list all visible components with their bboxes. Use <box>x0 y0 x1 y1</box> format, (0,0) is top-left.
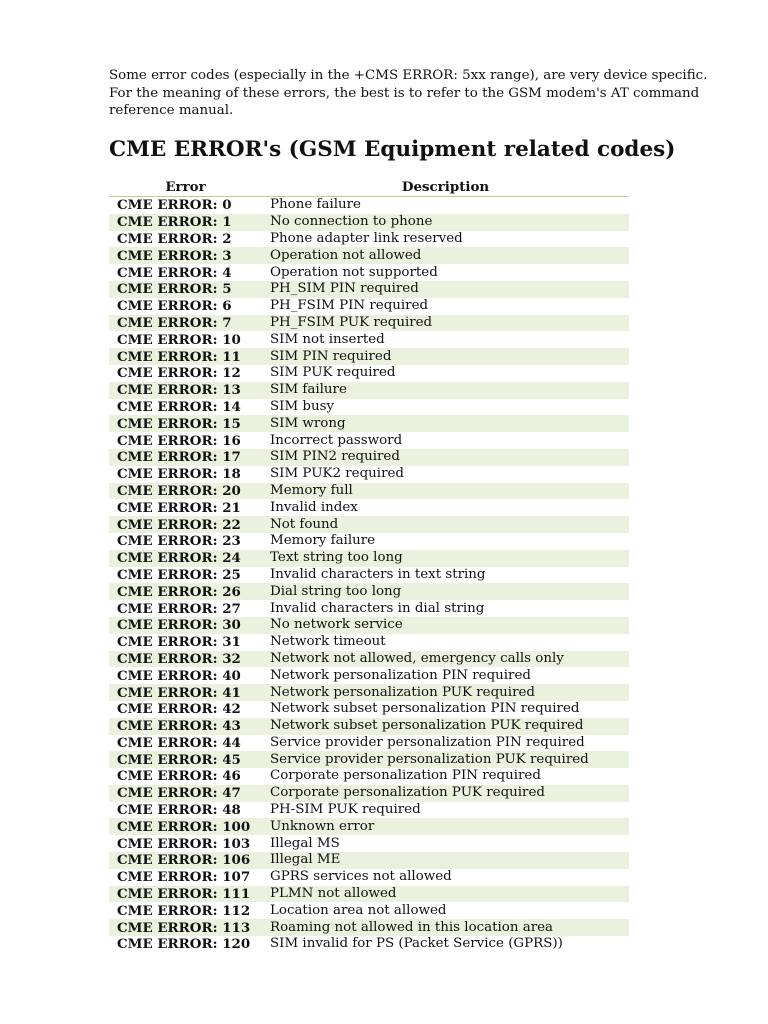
error-code-cell: CME ERROR: 107 <box>109 869 262 886</box>
table-row <box>109 902 629 919</box>
table-row <box>109 718 629 735</box>
table-row <box>109 331 629 348</box>
error-code-cell: CME ERROR: 16 <box>109 432 262 449</box>
error-description-cell: SIM busy <box>262 399 629 416</box>
table-row <box>109 466 629 483</box>
error-code-cell: CME ERROR: 30 <box>109 617 262 634</box>
error-code-cell: CME ERROR: 11 <box>109 348 262 365</box>
error-description-cell: PH_FSIM PUK required <box>262 315 629 332</box>
table-header-row <box>109 178 629 197</box>
error-code-cell: CME ERROR: 100 <box>109 818 262 835</box>
section-heading: CME ERROR's (GSM Equipment related codes) <box>109 137 676 162</box>
error-description-cell: Memory failure <box>262 533 629 550</box>
error-description-cell: Illegal MS <box>262 835 629 852</box>
table-row <box>109 483 629 500</box>
error-code-cell: CME ERROR: 15 <box>109 415 262 432</box>
error-description-cell: Dial string too long <box>262 583 629 600</box>
error-code-cell: CME ERROR: 23 <box>109 533 262 550</box>
error-code-cell: CME ERROR: 12 <box>109 365 262 382</box>
error-code-cell: CME ERROR: 18 <box>109 466 262 483</box>
error-code-cell: CME ERROR: 1 <box>109 214 262 231</box>
table-row <box>109 852 629 869</box>
error-description-cell: No connection to phone <box>262 214 629 231</box>
table-row <box>109 382 629 399</box>
table-row <box>109 701 629 718</box>
table-row <box>109 516 629 533</box>
table-row <box>109 231 629 248</box>
table-row <box>109 684 629 701</box>
error-code-cell: CME ERROR: 20 <box>109 483 262 500</box>
table-row <box>109 886 629 903</box>
table-row <box>109 583 629 600</box>
error-code-cell: CME ERROR: 25 <box>109 567 262 584</box>
error-description-cell: Network personalization PIN required <box>262 667 629 684</box>
table-row <box>109 298 629 315</box>
table-row <box>109 499 629 516</box>
table-row <box>109 818 629 835</box>
error-description-cell: Invalid index <box>262 499 629 516</box>
error-code-cell: CME ERROR: 5 <box>109 281 262 298</box>
error-code-cell: CME ERROR: 31 <box>109 634 262 651</box>
error-code-cell: CME ERROR: 45 <box>109 751 262 768</box>
table-row <box>109 247 629 264</box>
error-code-cell: CME ERROR: 40 <box>109 667 262 684</box>
table-row <box>109 634 629 651</box>
error-code-cell: CME ERROR: 7 <box>109 315 262 332</box>
error-description-cell: Service provider personalization PUK required <box>262 751 629 768</box>
table-row <box>109 533 629 550</box>
table-row <box>109 264 629 281</box>
error-description-cell: Phone failure <box>262 197 629 214</box>
error-description-cell: Operation not allowed <box>262 247 629 264</box>
table-row <box>109 365 629 382</box>
error-code-cell: CME ERROR: 41 <box>109 684 262 701</box>
table-row <box>109 751 629 768</box>
error-code-cell: CME ERROR: 46 <box>109 768 262 785</box>
error-code-cell: CME ERROR: 106 <box>109 852 262 869</box>
error-description-cell: SIM PUK required <box>262 365 629 382</box>
error-code-cell: CME ERROR: 27 <box>109 600 262 617</box>
table-row <box>109 919 629 936</box>
error-code-cell: CME ERROR: 120 <box>109 936 262 953</box>
error-description-cell: No network service <box>262 617 629 634</box>
table-row <box>109 667 629 684</box>
error-description-cell: Illegal ME <box>262 852 629 869</box>
error-code-cell: CME ERROR: 4 <box>109 264 262 281</box>
table-row <box>109 768 629 785</box>
error-description-cell: GPRS services not allowed <box>262 869 629 886</box>
error-description-cell: PH-SIM PUK required <box>262 802 629 819</box>
table-row <box>109 214 629 231</box>
error-code-cell: CME ERROR: 24 <box>109 550 262 567</box>
table-row <box>109 432 629 449</box>
table-row <box>109 281 629 298</box>
table-row <box>109 315 629 332</box>
table-body <box>109 197 629 953</box>
error-description-cell: Network timeout <box>262 634 629 651</box>
table-row <box>109 415 629 432</box>
error-description-cell: Roaming not allowed in this location area <box>262 919 629 936</box>
table-row <box>109 449 629 466</box>
error-description-cell: Location area not allowed <box>262 902 629 919</box>
error-description-cell: Invalid characters in text string <box>262 567 629 584</box>
error-description-cell: Network personalization PUK required <box>262 684 629 701</box>
column-header-description: Description <box>262 178 629 197</box>
error-code-cell: CME ERROR: 47 <box>109 785 262 802</box>
error-code-cell: CME ERROR: 17 <box>109 449 262 466</box>
error-description-cell: Memory full <box>262 483 629 500</box>
error-code-cell: CME ERROR: 113 <box>109 919 262 936</box>
error-description-cell: Corporate personalization PIN required <box>262 768 629 785</box>
error-description-cell: Network subset personalization PIN required <box>262 701 629 718</box>
error-code-cell: CME ERROR: 103 <box>109 835 262 852</box>
error-description-cell: Not found <box>262 516 629 533</box>
error-description-cell: SIM invalid for PS (Packet Service (GPRS)) <box>262 936 629 953</box>
table-row <box>109 835 629 852</box>
table-row <box>109 802 629 819</box>
error-description-cell: Incorrect password <box>262 432 629 449</box>
error-description-cell: Invalid characters in dial string <box>262 600 629 617</box>
error-code-cell: CME ERROR: 0 <box>109 197 262 214</box>
error-code-table <box>109 178 629 953</box>
table-row <box>109 399 629 416</box>
error-code-cell: CME ERROR: 2 <box>109 231 262 248</box>
error-code-cell: CME ERROR: 112 <box>109 902 262 919</box>
error-code-cell: CME ERROR: 32 <box>109 651 262 668</box>
table-row <box>109 600 629 617</box>
error-code-cell: CME ERROR: 42 <box>109 701 262 718</box>
table-row <box>109 348 629 365</box>
table-row <box>109 197 629 214</box>
error-description-cell: Corporate personalization PUK required <box>262 785 629 802</box>
error-description-cell: SIM PUK2 required <box>262 466 629 483</box>
error-description-cell: SIM failure <box>262 382 629 399</box>
error-description-cell: Unknown error <box>262 818 629 835</box>
error-code-cell: CME ERROR: 44 <box>109 735 262 752</box>
table-row <box>109 550 629 567</box>
error-code-cell: CME ERROR: 22 <box>109 516 262 533</box>
error-description-cell: Network not allowed, emergency calls only <box>262 651 629 668</box>
table-row <box>109 785 629 802</box>
intro-paragraph: Some error codes (especially in the +CMS ERROR: 5xx range), are very device specific. For the meaning of these errors, the best is to refer to the GSM modem's AT command reference manual. <box>109 68 708 118</box>
table-row <box>109 936 629 953</box>
error-code-cell: CME ERROR: 111 <box>109 886 262 903</box>
error-code-cell: CME ERROR: 6 <box>109 298 262 315</box>
error-description-cell: SIM PIN2 required <box>262 449 629 466</box>
error-description-cell: Service provider personalization PIN required <box>262 735 629 752</box>
error-code-cell: CME ERROR: 26 <box>109 583 262 600</box>
table-row <box>109 735 629 752</box>
error-description-cell: SIM wrong <box>262 415 629 432</box>
column-header-error: Error <box>109 178 262 197</box>
error-description-cell: Network subset personalization PUK required <box>262 718 629 735</box>
error-code-cell: CME ERROR: 10 <box>109 331 262 348</box>
error-description-cell: PH_FSIM PIN required <box>262 298 629 315</box>
error-code-cell: CME ERROR: 43 <box>109 718 262 735</box>
error-code-cell: CME ERROR: 14 <box>109 399 262 416</box>
error-description-cell: PLMN not allowed <box>262 886 629 903</box>
error-description-cell: Text string too long <box>262 550 629 567</box>
error-code-cell: CME ERROR: 13 <box>109 382 262 399</box>
error-description-cell: SIM PIN required <box>262 348 629 365</box>
error-description-cell: SIM not inserted <box>262 331 629 348</box>
table-row <box>109 567 629 584</box>
error-code-cell: CME ERROR: 21 <box>109 499 262 516</box>
error-description-cell: Phone adapter link reserved <box>262 231 629 248</box>
error-description-cell: PH_SIM PIN required <box>262 281 629 298</box>
table-row <box>109 651 629 668</box>
table-row <box>109 869 629 886</box>
error-code-cell: CME ERROR: 48 <box>109 802 262 819</box>
table-row <box>109 617 629 634</box>
error-code-cell: CME ERROR: 3 <box>109 247 262 264</box>
error-description-cell: Operation not supported <box>262 264 629 281</box>
